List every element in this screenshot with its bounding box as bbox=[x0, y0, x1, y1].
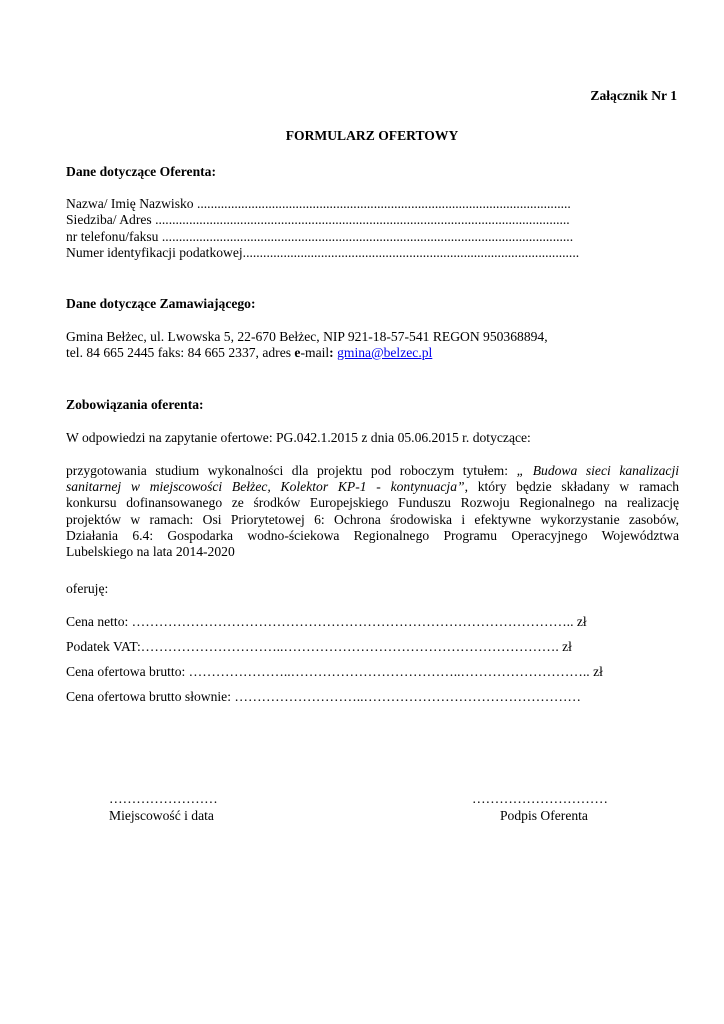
description-line: konkursu dofinansowanego ze środków Europejskiego Funduszu Rozwoju Regionalnego na realizację bbox=[66, 495, 679, 511]
attachment-label: Załącznik Nr 1 bbox=[590, 88, 677, 103]
oferent-tax-id-field: Numer identyfikacji podatkowej................................................................................................... bbox=[66, 245, 580, 260]
zobowiazania-heading: Zobowiązania oferenta: bbox=[66, 397, 204, 412]
vat-field: Podatek VAT:…………………………..……………………………………………………. zł bbox=[66, 639, 572, 654]
email-e-letter: e bbox=[294, 345, 301, 360]
description-line bbox=[66, 479, 679, 495]
email-colon: : bbox=[329, 345, 334, 360]
email-mail-word: -mail bbox=[300, 345, 330, 360]
description-line: projektów w ramach: Osi Priorytetowej 6: Ochrona środowiska i efektywne wykorzystanie zasobów, bbox=[66, 511, 679, 527]
description-line: Lubelskiego na lata 2014-2020 bbox=[66, 544, 235, 560]
inquiry-intro: W odpowiedzi na zapytanie ofertowe: PG.042.1.2015 z dnia 05.06.2015 r. dotyczące: bbox=[66, 430, 531, 445]
description-line: Działania 6.4: Gospodarka wodno-ściekowa Regionalnego Programu Operacyjnego Województwa bbox=[66, 527, 679, 543]
email-link[interactable]: gmina@belzec.pl bbox=[337, 345, 433, 360]
place-date-label: Miejscowość i data bbox=[109, 808, 214, 823]
place-date-dots: …………………… bbox=[109, 791, 218, 806]
document-title: FORMULARZ OFERTOWY bbox=[285, 128, 459, 143]
description-text: przygotowania studium wykonalności dla projektu pod roboczym tytułem: bbox=[66, 463, 517, 478]
offer-label: oferuję: bbox=[66, 581, 109, 596]
oferent-phone-field: nr telefonu/faksu ......................................................................................................................... bbox=[66, 229, 574, 244]
zamawiajacy-contact bbox=[66, 345, 432, 361]
description-line bbox=[66, 463, 679, 479]
signature-dots: ………………………… bbox=[472, 791, 608, 806]
contact-prefix: tel. 84 665 2445 faks: 84 665 2337, adres bbox=[66, 345, 295, 360]
net-price-field: Cena netto: …………………………………………………………………………………….. zł bbox=[66, 614, 587, 629]
oferent-address-field: Siedziba/ Adres .......................................................................................................................... bbox=[66, 212, 570, 227]
project-title-part2: sanitarnej w miejscowości Bełżec, Kolektor KP-1 - kontynuacja” bbox=[66, 479, 465, 495]
project-description bbox=[66, 463, 679, 560]
signature-label: Podpis Oferenta bbox=[500, 808, 588, 823]
description-text: , który będzie składany w ramach bbox=[464, 479, 679, 495]
oferent-heading: Dane dotyczące Oferenta: bbox=[66, 164, 216, 179]
zamawiajacy-address: Gmina Bełżec, ul. Lwowska 5, 22-670 Bełżec, NIP 921-18-57-541 REGON 950368894, bbox=[66, 329, 548, 344]
zamawiajacy-heading: Dane dotyczące Zamawiającego: bbox=[66, 296, 256, 311]
gross-price-words-field: Cena ofertowa brutto słownie: ………………………..………………………………………… bbox=[66, 689, 582, 704]
gross-price-field: Cena ofertowa brutto: …………………..………………………………..……………………….. zł bbox=[66, 664, 603, 679]
project-title-part1: „ Budowa sieci kanalizacji bbox=[516, 463, 679, 478]
oferent-name-field: Nazwa/ Imię Nazwisko .............................................................................................................. bbox=[66, 196, 571, 211]
